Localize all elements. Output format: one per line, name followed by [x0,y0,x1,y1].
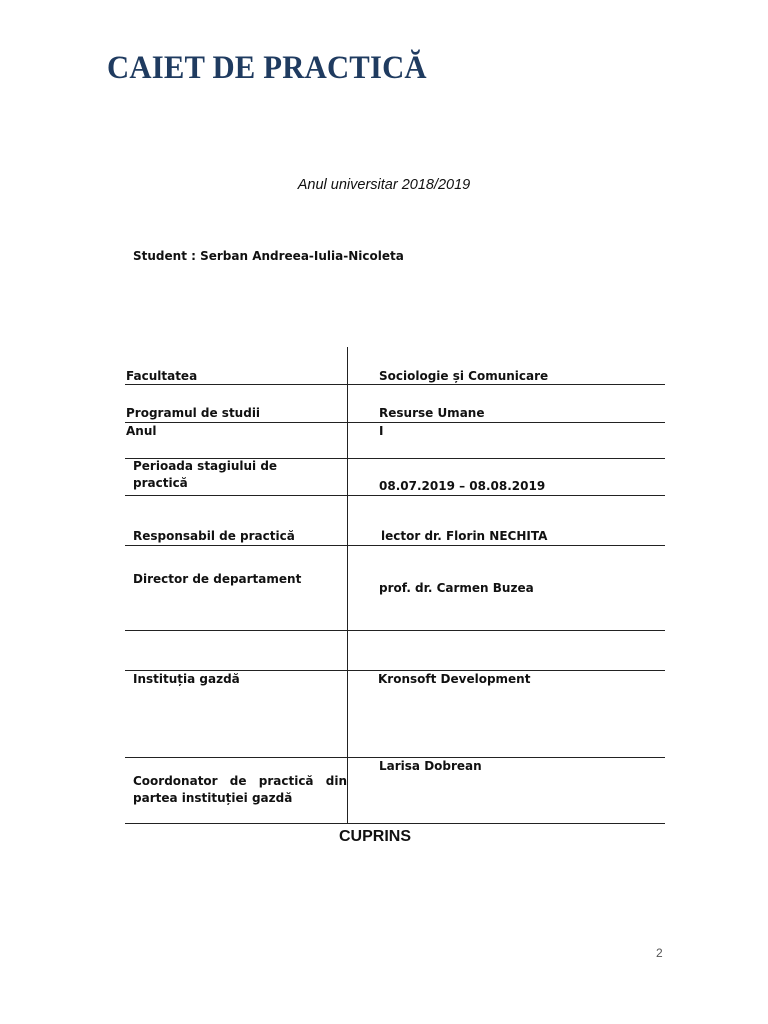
program-label: Programul de studii [126,406,261,420]
host-coordinator-value: Larisa Dobrean [379,759,482,773]
host-coordinator-label: Coordonator de practică din partea instituției gazdă [133,774,347,805]
table-column-divider [347,347,348,823]
department-director-value: prof. dr. Carmen Buzea [379,581,534,595]
faculty-label: Facultatea [126,369,198,383]
internship-period-label-line2: practică [133,476,188,490]
table-row-divider [125,630,665,631]
host-institution-label: Instituția gazdă [133,672,240,686]
program-value: Resurse Umane [379,406,485,420]
contents-heading: CUPRINS [338,828,411,845]
year-label: Anul [126,424,157,438]
table-row-divider [125,545,665,546]
table-row-divider [125,823,665,824]
student-label: Student : [133,249,196,263]
internship-period-value: 08.07.2019 – 08.08.2019 [379,479,546,493]
host-institution-value: Kronsoft Development [378,672,531,686]
internship-supervisor-label: Responsabil de practică [133,529,295,543]
document-title: CAIET DE PRACTICĂ [107,50,427,86]
table-row-divider [125,495,665,496]
table-row-divider [125,422,665,423]
department-director-label: Director de departament [133,572,302,586]
student-name: Serban Andreea-Iulia-Nicoleta [200,249,404,263]
student-line [133,248,404,264]
internship-supervisor-value: lector dr. Florin NECHITA [381,529,548,543]
year-value: I [379,424,384,438]
page-number: 2 [656,946,663,960]
faculty-value: Sociologie și Comunicare [379,369,549,383]
academic-year: Anul universitar 2018/2019 [297,177,471,193]
internship-period-label-line1: Perioada stagiului de [133,459,278,473]
